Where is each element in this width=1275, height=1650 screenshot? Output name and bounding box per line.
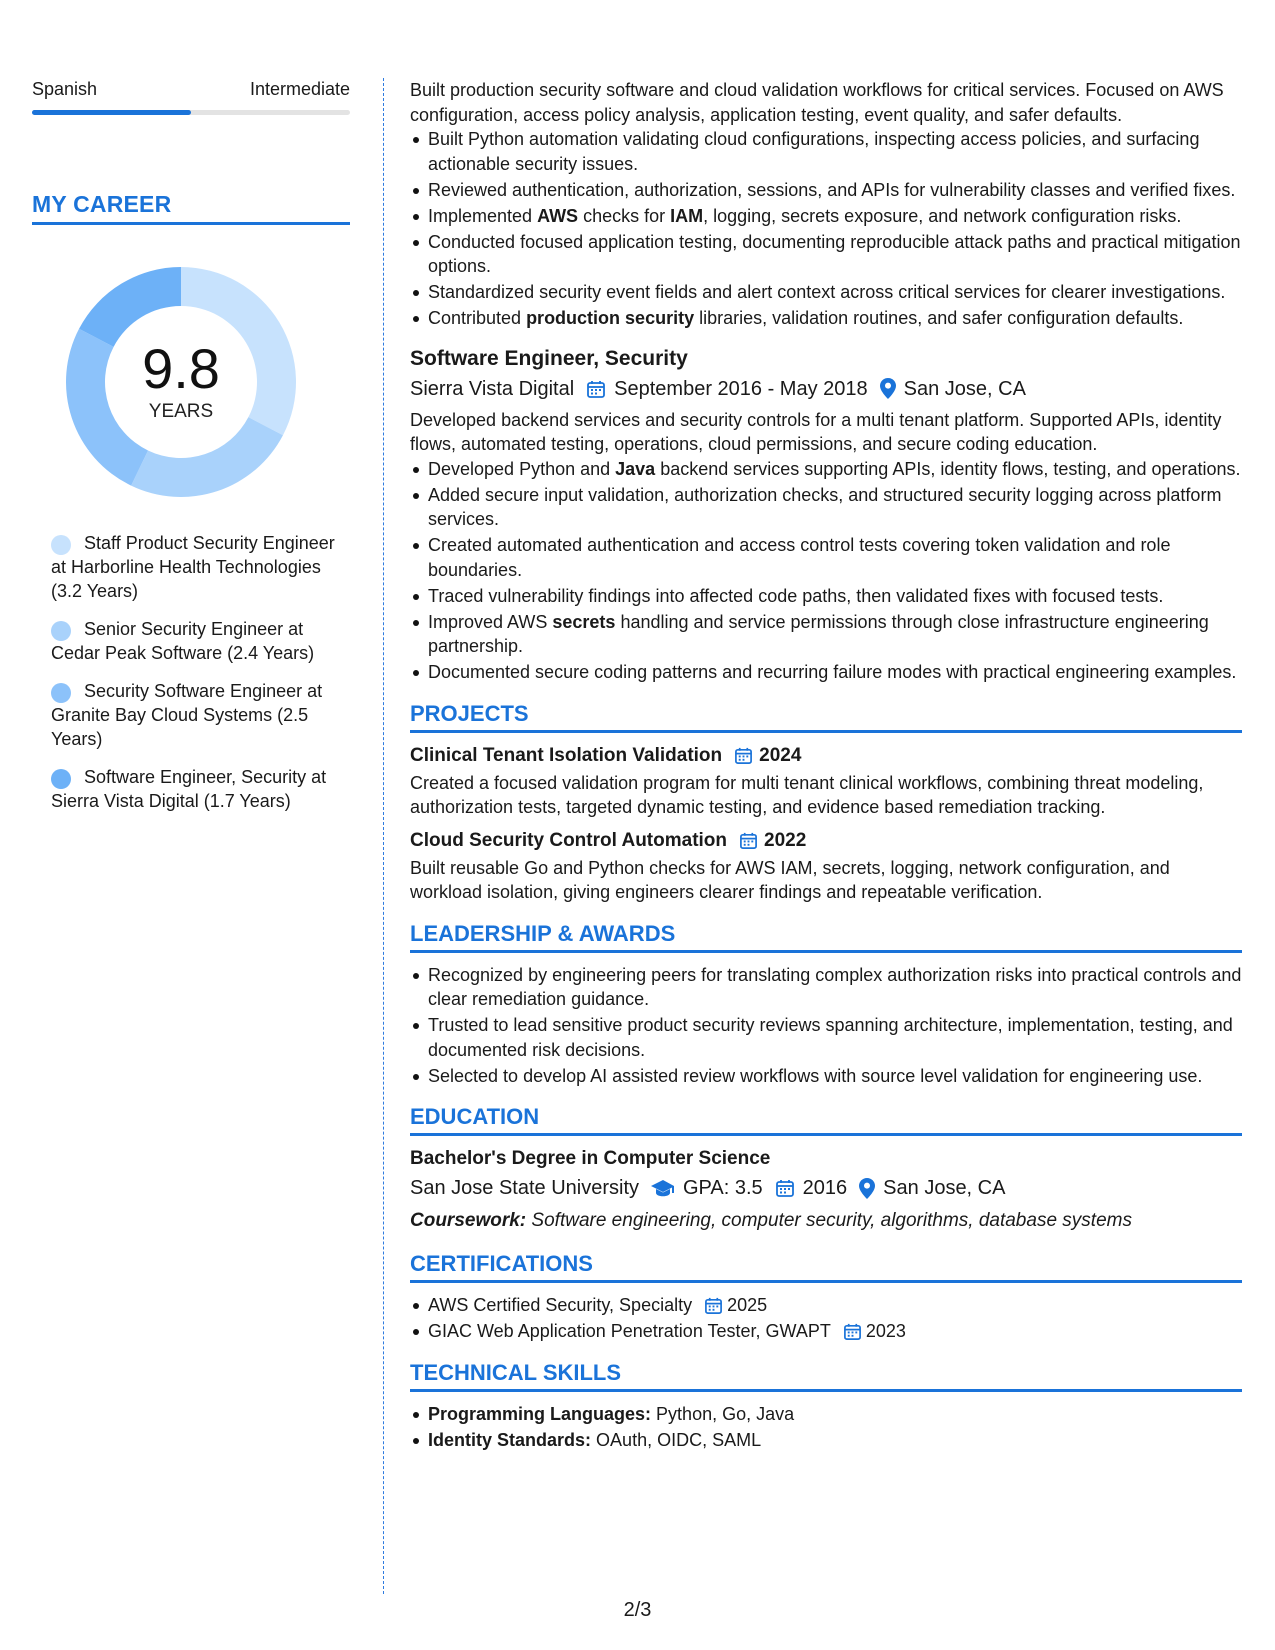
language-name: Spanish [32,79,98,99]
certification-year: 2023 [865,1321,906,1341]
career-legend-item [51,679,350,751]
project-title-row [410,743,1242,769]
career-legend-item [51,617,350,665]
skill-value: OAuth, OIDC, SAML [596,1429,762,1450]
certification-name: AWS Certified Security, Specialty [428,1295,693,1315]
location-pin-icon [880,378,896,399]
career-legend-label: Staff Product Security Engineer at Harborline Health Technologies (3.2 Years) [51,533,335,601]
bullet-item [428,457,1242,482]
education-gpa: GPA: 3.5 [683,1177,763,1199]
career-legend-item [51,531,350,603]
calendar-icon [843,1322,862,1341]
bullet-item [428,306,1242,331]
bullet-bold-text: IAM [670,205,704,226]
bullet-text: Implemented [428,205,538,226]
bullet-text: Traced vulnerability findings into affected code paths, then validated fixes with focused tests. [428,585,1164,606]
education-school: San Jose State University [410,1177,639,1199]
bullet-item [428,178,1242,203]
career-legend-item [51,765,350,813]
skill-label: Identity Standards: [428,1429,592,1450]
bullet-item [428,483,1242,532]
bullet-item: Selected to develop AI assisted review workflows with source level validation for engineering use. [428,1064,1242,1089]
legend-dot [51,769,71,789]
certification-item [428,1293,1242,1318]
bullet-item [428,610,1242,659]
career-legend [51,531,350,813]
education-heading: EDUCATION [410,1104,1242,1136]
education-location: San Jose, CA [883,1177,1006,1199]
project-year: 2022 [764,829,807,851]
bullet-text: Created automated authentication and access control tests covering token validation and role boundaries. [428,535,1171,580]
bullet-item [428,230,1242,279]
language-proficiency-bar [32,110,350,115]
skill-item [428,1428,1242,1453]
experience-summary: Built production security software and cloud validation workflows for critical services. Focused on AWS configuration, access policy analysis, application testing, event quality, and safer defaults. [410,80,1224,125]
career-legend-label: Senior Security Engineer at Cedar Peak Software (2.4 Years) [51,619,315,663]
certification-item [428,1319,1242,1344]
certifications-list [410,1293,1242,1344]
skill-item [428,1402,1242,1427]
project-description: Created a focused validation program for multi tenant clinical workflows, combining threat modeling, authorization tests, targeted dynamic testing, and evidence based remediation tracking. [410,772,1204,817]
coursework [410,1207,1242,1235]
calendar-icon [704,1296,723,1315]
location-pin-icon [859,1178,875,1199]
language-row [32,78,350,100]
calendar-icon [586,379,606,399]
bullet-bold-text: secrets [552,611,616,632]
job-bullets [410,457,1242,685]
leadership-heading: LEADERSHIP & AWARDS [410,921,1242,953]
bullet-text: Contributed [428,308,527,328]
project-description: Built reusable Go and Python checks for AWS IAM, secrets, logging, network configuration, and workload isolation, giving engineers clearer findings and repeatable verification. [410,857,1170,902]
projects-heading: PROJECTS [410,701,1242,733]
leadership-bullets [410,963,1242,1089]
certification-year: 2025 [727,1295,768,1315]
career-total-unit: YEARS [148,401,214,422]
language-proficiency-fill [32,110,191,115]
bullet-item: Trusted to lead sensitive product security reviews spanning architecture, implementation, testing, and documented risk decisions. [428,1013,1242,1062]
career-total-value: 9.8 [142,337,220,400]
bullet-item [428,584,1242,609]
language-level: Intermediate [249,79,350,99]
bullet-text: backend services supporting APIs, identity flows, testing, and operations. [655,458,1241,479]
career-legend-label: Security Software Engineer at Granite Bay Cloud Systems (2.5 Years) [51,681,323,749]
job-meta [410,375,1242,403]
main-content [410,78,1242,1454]
project-title: Cloud Security Control Automation [410,829,728,851]
job-company: Sierra Vista Digital [410,377,575,400]
legend-dot [51,683,71,703]
bullet-text: Conducted focused application testing, documenting reproducible attack paths and practical mitigation options. [428,231,1241,276]
job-location: San Jose, CA [903,377,1026,400]
bullet-text: libraries, validation routines, and safer configuration defaults. [694,308,1184,328]
column-divider [383,78,384,1594]
bullet-text: Developed Python and [428,458,616,479]
sidebar [32,78,350,827]
skill-label: Programming Languages: [428,1403,652,1424]
career-heading: MY CAREER [32,191,350,225]
bullet-text: Documented secure coding patterns and recurring failure modes with practical engineering examples. [428,662,1237,682]
degree-title: Bachelor's Degree in Computer Science [410,1148,771,1169]
education-year: 2016 [802,1177,848,1199]
bullet-text: Built Python automation validating cloud configurations, inspecting access policies, and surfacing actionable security issues. [428,129,1200,174]
skill-value: Python, Go, Java [656,1403,795,1424]
job-dates: September 2016 - May 2018 [614,377,868,400]
project-title: Clinical Tenant Isolation Validation [410,744,723,766]
calendar-icon [734,746,753,765]
job-title: Software Engineer, Security [410,346,688,370]
bullet-item [428,127,1242,176]
graduation-cap-icon [651,1179,675,1197]
page-number: 2/3 [623,1599,652,1621]
career-donut-chart [66,267,296,497]
calendar-icon [739,831,758,850]
legend-dot [51,621,71,641]
bullet-item [428,660,1242,685]
bullet-text: Added secure input validation, authorization checks, and structured security logging across platform services. [428,484,1222,529]
certification-name: GIAC Web Application Penetration Tester, GWAPT [428,1321,831,1341]
bullet-text: checks for [578,205,671,226]
bullet-bold-text: AWS [537,205,579,226]
job-summary: Developed backend services and security controls for a multi tenant platform. Supported APIs, identity flows, automated testing, operations, cloud permissions, and secure coding education. [410,409,1222,454]
project-title-row [410,828,1242,854]
certifications-heading: CERTIFICATIONS [410,1251,1242,1283]
bullet-text: handling and service permissions through close infrastructure engineering partnership. [428,611,1209,656]
bullet-item: Recognized by engineering peers for translating complex authorization risks into practical controls and clear remediation guidance. [428,963,1242,1012]
bullet-bold-text: production security [526,308,695,328]
bullet-text: Reviewed authentication, authorization, sessions, and APIs for vulnerability classes and verified fixes. [428,179,1236,200]
experience-bullets [410,127,1242,331]
career-legend-label: Software Engineer, Security at Sierra Vista Digital (1.7 Years) [51,767,327,811]
skills-heading: TECHNICAL SKILLS [410,1360,1242,1392]
bullet-bold-text: Java [615,458,656,479]
coursework-text: Software engineering, computer security, algorithms, database systems [531,1210,1132,1231]
bullet-text: Standardized security event fields and alert context across critical services for clearer investigations. [428,282,1226,302]
coursework-label: Coursework: [410,1210,527,1231]
projects-list [410,743,1242,905]
calendar-icon [775,1178,795,1198]
bullet-item [428,204,1242,229]
bullet-text: , logging, secrets exposure, and network configuration risks. [703,205,1182,226]
bullet-item [428,280,1242,305]
skills-list [410,1402,1242,1453]
bullet-item [428,533,1242,582]
bullet-text: Improved AWS [428,611,553,632]
project-year: 2024 [759,744,802,766]
education-meta [410,1174,1242,1202]
legend-dot [51,535,71,555]
